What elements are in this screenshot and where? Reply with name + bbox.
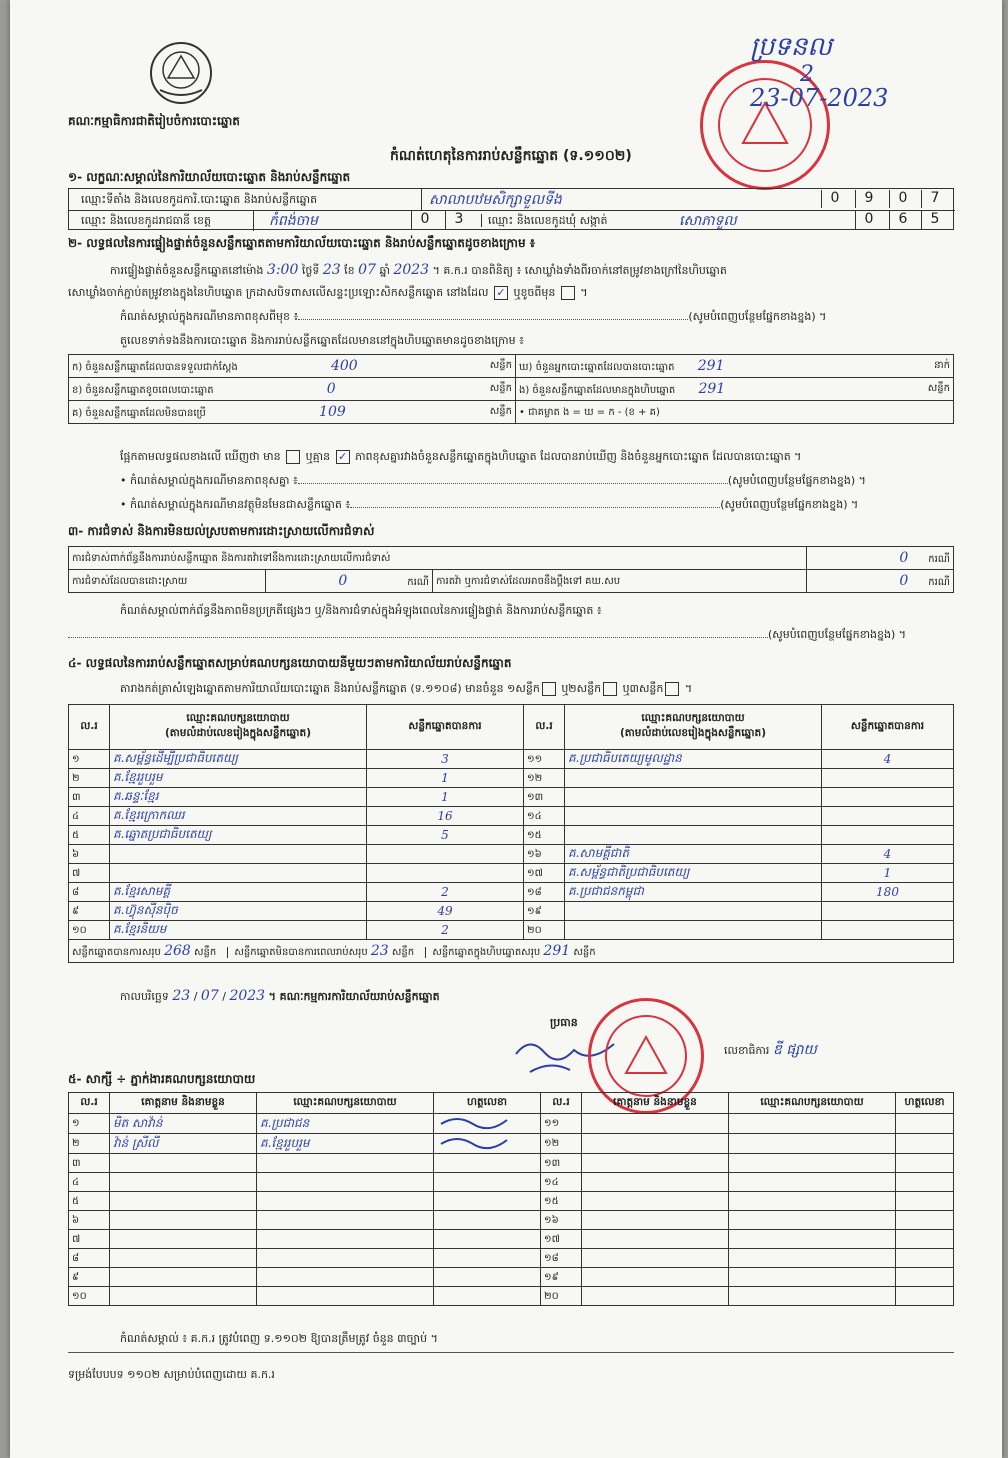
location-digit-3: 0 xyxy=(889,190,916,208)
witness-signature xyxy=(896,1230,954,1249)
section4-title: ៤- លទ្ធផលនៃការរាប់សន្លឹកឆ្នោតសម្រាប់គណបក្សនយោបាយនីមួយៗតាមការិយាល័យរាប់សន្លឹកឆ្នោត xyxy=(68,656,512,670)
intact-checkbox: ✓ xyxy=(494,286,508,300)
witness-signature xyxy=(896,1287,954,1306)
witness-signature xyxy=(896,1134,954,1154)
witness-party xyxy=(257,1192,434,1211)
location-label: ឈ្មោះទីតាំង និងលេខកូដការិ.បោះឆ្នោត និងរាប់សន្លឹកឆ្នោត xyxy=(81,193,318,206)
party-votes: 2 xyxy=(441,923,449,937)
party-row-number: ៩ xyxy=(72,905,80,917)
witness-signature xyxy=(434,1268,541,1287)
verification-time: 3:00 xyxy=(266,262,299,278)
tally-sheets-line: តារាងកត់ត្រាសំឡេងឆ្នោតតាមការិយាល័យបោះឆ្នោត និងរាប់សន្លឹកឆ្នោត (ទ.១១០៨) មានចំនួន ១សន្លឹក ឬ២សន្លឹក ឬ៣សន្លឹក ។ xyxy=(120,682,693,695)
witness-signature xyxy=(434,1249,541,1268)
witness-name xyxy=(110,1173,257,1192)
secretary-line: លេខាធិការ ឌី ផ្សាយ xyxy=(724,1042,817,1058)
party-name: គ.ឆ្នោតប្រជាធិបតេយ្យ xyxy=(113,827,212,841)
form-sheet xyxy=(10,0,1002,1458)
difference-note: កំណត់សម្គាល់ក្នុងករណីមានភាពខុសពីមុខ ៖ (សូមបំពេញបន្ថែមផ្នែកខាងខ្នង) ។ xyxy=(120,310,827,323)
total-box: 291 xyxy=(543,942,571,959)
witness-table-row xyxy=(69,1268,954,1287)
party-votes: 4 xyxy=(883,752,892,766)
witness-row-number: ១១ xyxy=(541,1114,582,1134)
witness-name xyxy=(582,1173,729,1192)
total-valid: 268 xyxy=(164,942,191,959)
party-row-number: ១៨ xyxy=(527,886,542,898)
signature-date-line: កាលបរិច្ឆេទ 23 / 07 / 2023 ។ គណៈកម្មការការិយាល័យរាប់សន្លឹកឆ្នោត xyxy=(120,988,440,1004)
party-table-row xyxy=(69,826,954,845)
witness-table-row xyxy=(69,1211,954,1230)
party-row-number: ៦ xyxy=(72,848,80,860)
party-row-number: ៨ xyxy=(72,886,80,898)
party-votes: 49 xyxy=(437,904,453,918)
witness-party xyxy=(257,1268,434,1287)
party-row-number: ១៦ xyxy=(527,848,542,860)
witness-signature xyxy=(896,1192,954,1211)
party-name: គ.ខ្មែរក្រោកឈរ xyxy=(113,808,185,822)
party-row-number: ២០ xyxy=(527,924,542,936)
witness-table: ល.រ គោត្តនាម និងនាមខ្លួន ឈ្មោះគណបក្សនយោបាយ ហត្ថលេខា ល.រ គោត្តនាម និងនាមខ្លួន ឈ្មោះគណបក្សនយោបាយ ហត្ថលេខា ១ មិត សាវ៉ាន់ គ.ប្រជាជន ១១ ២ វ៉ាន់ ស្រីលី គ.ខ្មែររួបរួម ១២ ៣ ១៣ ៤ ១៤ ៥ ១៥ ៦ ១៦ ៧ ១៧ ៨ ១៨ ៩ ១៩ ១០ ២០ xyxy=(68,1092,954,1306)
witness-row-number: ១០ xyxy=(69,1287,110,1306)
resolved-value: 0 xyxy=(338,572,348,589)
location-digit-4: 7 xyxy=(921,190,948,208)
committee-name: គណៈកម្មាធិការជាតិរៀបចំការបោះឆ្នោត xyxy=(68,114,240,128)
objection-value: 0 xyxy=(899,549,909,566)
location-digit-2: 9 xyxy=(855,190,882,208)
witness-signature xyxy=(434,1192,541,1211)
witness-name xyxy=(582,1287,729,1306)
results-intro: តួលេខទាក់ទងនឹងការបោះឆ្នោត និងការរាប់សន្លឹកឆ្នោតដែលមាននៅក្នុងហិបឆ្នោតមានដូចខាងក្រោម ៖ xyxy=(120,334,524,347)
stamp-handwritten-number: 2 xyxy=(800,62,814,87)
witness-party xyxy=(729,1154,896,1173)
section1-box xyxy=(68,188,954,230)
commune-digit-2: 6 xyxy=(889,211,916,229)
witness-row-number: ៧ xyxy=(69,1230,110,1249)
ballot-count-table xyxy=(68,354,954,424)
commune-digit-1: 0 xyxy=(855,211,882,229)
commune-label: ឈ្មោះ និងលេខកូដឃុំ សង្កាត់ xyxy=(481,214,608,227)
witness-name xyxy=(582,1211,729,1230)
party-votes: 1 xyxy=(441,790,449,804)
verification-line1: ការផ្ទៀងផ្ទាត់ចំនួនសន្លឹកឆ្នោតនៅម៉ោង 3:00 ថ្ងៃទី 23 ខែ 07 ឆ្នាំ 2023 ។ គ.ក.រ បានពិនិត្យ ៖ សោឃ្លាំងទាំងពីរចាក់នៅតម្រូវខាងក្រៅនៃហិបឆ្នោត xyxy=(110,262,727,278)
witness-row-number: ១២ xyxy=(541,1134,582,1154)
party-votes: 4 xyxy=(883,847,892,861)
witness-party: គ.ប្រជាជន xyxy=(257,1114,434,1134)
witness-party xyxy=(729,1134,896,1154)
commune-value: សោភាទួល xyxy=(679,213,737,229)
witness-signature xyxy=(896,1173,954,1192)
witness-signature xyxy=(434,1287,541,1306)
location-digit-1: 0 xyxy=(821,190,848,208)
party-row-number: ១ xyxy=(72,753,80,765)
witness-party xyxy=(257,1211,434,1230)
party-table-row xyxy=(69,788,954,807)
count-d-label: ឃ) ចំនួនអ្នកបោះឆ្នោតដែលបានបោះឆ្នោត 291 នាក់ xyxy=(516,355,954,378)
party-row-number: ១២ xyxy=(527,772,543,784)
witness-party xyxy=(257,1287,434,1306)
witness-name xyxy=(110,1154,257,1173)
irregularity-note-line: (សូមបំពេញបន្ថែមផ្នែកខាងខ្នង) ។ xyxy=(68,628,906,641)
stamp-handwritten-code: ប្រទនល xyxy=(750,32,833,62)
witness-table-row xyxy=(69,1173,954,1192)
witness-name xyxy=(582,1114,729,1134)
province-value: កំពង់ចាម xyxy=(269,213,318,229)
discrepancy-line: ផ្អែកតាមលទ្ធផលខាងលើ ឃើញថា មាន ឬគ្មាន ✓ ភាពខុសគ្នារវាងចំនួនសន្លឹកឆ្នោតក្នុងហិបឆ្នោត ដែលបានរាប់ឃើញ និងចំនួនអ្នកបោះឆ្នោត ដែលបានបោះឆ្នោត ។ xyxy=(120,450,802,463)
party-votes: 3 xyxy=(441,752,449,766)
party-row-number: ៤ xyxy=(72,810,80,822)
section3-title: ៣- ការជំទាស់ និងការមិនយល់ស្របតាមការដោះស្រាយលើការជំទាស់ xyxy=(68,524,375,538)
witness-party xyxy=(729,1268,896,1287)
witness-name xyxy=(110,1287,257,1306)
witness-row-number: ១៩ xyxy=(541,1268,582,1287)
witness-party xyxy=(257,1249,434,1268)
count-b-label: ខ) ចំនួនសន្លឹកឆ្នោតខូចពេលបោះឆ្នោត 0 សន្លឹក xyxy=(69,378,516,401)
resolved-label: ការជំទាស់ដែលបានដោះស្រាយ xyxy=(69,570,266,593)
irregularity-note: កំណត់សម្គាល់ពាក់ព័ន្ធនឹងភាពមិនប្រក្រតីផ្សេងៗ ឬ/និងការជំទាស់ក្នុងអំឡុងពេលនៃការផ្ទៀងផ្ទាត់ និងការរាប់សន្លឹកឆ្នោត ៖ xyxy=(120,604,602,617)
verification-day: 23 xyxy=(322,262,341,278)
count-c-label: គ) ចំនួនសន្លឹកឆ្នោតដែលមិនបានប្រើ 109 សន្លឹក xyxy=(69,401,516,424)
witness-party xyxy=(257,1173,434,1192)
party-votes: 180 xyxy=(876,885,899,899)
footer-form-code: ទម្រង់បែបបទ ១១០២ សម្រាប់បំពេញដោយ គ.ក.រ xyxy=(68,1368,275,1381)
party-votes: 5 xyxy=(441,828,449,842)
witness-party xyxy=(729,1114,896,1134)
section2-title: ២- លទ្ធផលនៃការផ្ទៀងផ្ទាត់ចំនួនសន្លឹកឆ្នោតតាមការិយាល័យបោះឆ្នោត និងរាប់សន្លឹកឆ្នោតដូចខាងក្រោម ៖ xyxy=(68,236,536,250)
witness-table-row xyxy=(69,1287,954,1306)
witness-signature xyxy=(896,1249,954,1268)
witness-party xyxy=(729,1192,896,1211)
party-row-number: ៧ xyxy=(72,867,81,879)
witness-table-row xyxy=(69,1154,954,1173)
party-table-row xyxy=(69,883,954,902)
witness-name xyxy=(582,1192,729,1211)
party-votes: 1 xyxy=(441,771,449,785)
party-row-number: ៣ xyxy=(72,791,81,803)
discrepancy-yes-checkbox xyxy=(286,450,300,464)
witness-party xyxy=(729,1230,896,1249)
witness-party xyxy=(257,1154,434,1173)
province-digit-1: 0 xyxy=(411,211,438,229)
objection-label: ការជំទាស់ពាក់ព័ន្ធនឹងការរាប់សន្លឹកឆ្នោត និងការតវ៉ាទៅនឹងការដោះស្រាយលើការជំទាស់ xyxy=(69,547,807,570)
party-row-number: ១៥ xyxy=(527,829,542,841)
witness-signature xyxy=(896,1268,954,1287)
witness-name: វ៉ាន់ ស្រីលី xyxy=(110,1134,257,1154)
witness-signature xyxy=(434,1134,541,1154)
witness-table-row xyxy=(69,1134,954,1154)
party-table-row xyxy=(69,807,954,826)
witness-name xyxy=(582,1268,729,1287)
witness-name xyxy=(110,1211,257,1230)
witness-name: មិត សាវ៉ាន់ xyxy=(110,1114,257,1134)
witness-name xyxy=(582,1230,729,1249)
witness-signature xyxy=(896,1211,954,1230)
party-votes: 16 xyxy=(437,809,453,823)
party-row-number: ១៧ xyxy=(527,867,543,879)
commune-digit-3: 5 xyxy=(921,211,948,229)
party-table-row xyxy=(69,921,954,940)
witness-table-row xyxy=(69,1230,954,1249)
witness-name xyxy=(582,1134,729,1154)
party-name: គ.ខ្មែរសាមគ្គី xyxy=(113,884,171,898)
party-name: គ.ឆន្ទៈខ្មែរ xyxy=(113,789,159,803)
witness-row-number: ១ xyxy=(69,1114,110,1134)
bullet-non-ballot: • កំណត់សម្គាល់ក្នុងករណីមានវត្ថុមិនមែនជាសន្លឹកឆ្នោត ៖ (សូមបំពេញបន្ថែមផ្នែកខាងខ្នង) ។ xyxy=(120,498,859,511)
witness-signature xyxy=(434,1154,541,1173)
witness-row-number: ១៤ xyxy=(541,1173,582,1192)
objection-table: ការជំទាស់ពាក់ព័ន្ធនឹងការរាប់សន្លឹកឆ្នោត និងការតវ៉ាទៅនឹងការដោះស្រាយលើការជំទាស់ 0 ករណី ការជំទាស់ដែលបានដោះស្រាយ 0 ករណី ការតវ៉ា ឬការជំទាស់ដែលអាចនឹងប្តឹងទៅ គឃ.សប 0 ករណី xyxy=(68,546,954,593)
secretary-name: ឌី ផ្សាយ xyxy=(772,1042,817,1058)
witness-party xyxy=(729,1173,896,1192)
party-votes: 2 xyxy=(441,885,449,899)
party-row-number: ១១ xyxy=(527,753,543,765)
witness-signature xyxy=(434,1211,541,1230)
witness-signature xyxy=(896,1114,954,1134)
witness-name xyxy=(110,1249,257,1268)
party-row-number: ៥ xyxy=(72,829,80,841)
verification-year: 2023 xyxy=(393,262,430,278)
appeal-label: ការតវ៉ា ឬការជំទាស់ដែលអាចនឹងប្តឹងទៅ គឃ.សប xyxy=(433,570,807,593)
province-digit-2: 3 xyxy=(445,211,472,229)
witness-signature xyxy=(896,1154,954,1173)
party-name: គ.ខ្មែររួបរួម xyxy=(113,770,163,784)
party-name: គ.ប្រជាជនកម្ពុជា xyxy=(568,884,644,898)
stamp-handwritten-date: 23-07-2023 xyxy=(750,84,889,112)
witness-name xyxy=(110,1268,257,1287)
party-table-row xyxy=(69,750,954,769)
witness-table-row xyxy=(69,1249,954,1268)
verification-month: 07 xyxy=(358,262,376,278)
bullet-difference: • កំណត់សម្គាល់ក្នុងករណីមានភាពខុសគ្នា ៖ (សូមបំពេញបន្ថែមផ្នែកខាងខ្នង) ។ xyxy=(120,474,866,487)
witness-row-number: ៩ xyxy=(69,1268,110,1287)
total-invalid: 23 xyxy=(370,942,389,959)
witness-party xyxy=(257,1230,434,1249)
party-row-number: ១៤ xyxy=(527,810,542,822)
witness-table-row xyxy=(69,1114,954,1134)
party-name: គ.ប្រជាធិបតេយ្យមូលដ្ឋាន xyxy=(568,751,682,765)
witness-party: គ.ខ្មែររួបរួម xyxy=(257,1134,434,1154)
witness-party xyxy=(729,1287,896,1306)
party-name: គ.សាមគ្គីជាតិ xyxy=(568,846,629,860)
party-row-number: ២ xyxy=(72,772,80,784)
party-name: គ.ខ្មែរនិយម xyxy=(113,922,167,936)
count-formula: • ជាគម្លាត ង = ឃ = ក - (ខ + គ) xyxy=(516,401,954,424)
party-name: គ.សម្ព័ន្ធជាតិប្រជាធិបតេយ្យ xyxy=(568,865,690,879)
witness-row-number: ១៨ xyxy=(541,1249,582,1268)
witness-row-number: ៦ xyxy=(69,1211,110,1230)
damaged-checkbox xyxy=(561,286,575,300)
witness-name xyxy=(110,1192,257,1211)
emblem-logo xyxy=(148,40,214,106)
witness-row-number: ២ xyxy=(69,1134,110,1154)
witness-row-number: ១៦ xyxy=(541,1211,582,1230)
location-value: សាលាបឋមសិក្សាទួលទីង xyxy=(429,192,562,208)
form-title: កំណត់ហេតុនៃការរាប់សន្លឹកឆ្នោត (ទ.១១០២) xyxy=(390,148,632,164)
party-table-row xyxy=(69,864,954,883)
party-row-number: ១៣ xyxy=(527,791,544,803)
witness-signature xyxy=(434,1230,541,1249)
party-row-number: ១៩ xyxy=(527,905,542,917)
discrepancy-no-checkbox: ✓ xyxy=(336,450,350,464)
party-votes: 1 xyxy=(883,866,892,880)
count-a-label: ក) ចំនួនសន្លឹកឆ្នោតដែលបានទទួលជាក់ស្តែង 400 សន្លឹក xyxy=(69,355,516,378)
appeal-value: 0 xyxy=(899,572,909,589)
section1-title: ១- លក្ខណៈសម្គាល់នៃការិយាល័យបោះឆ្នោត និងរាប់សន្លឹកឆ្នោត xyxy=(68,170,351,184)
witness-row-number: ៥ xyxy=(69,1192,110,1211)
party-name: គ.ហ៊្វុនស៊ីនប៉ិច xyxy=(113,903,178,917)
footer-note: កំណត់សម្គាល់ ៖ គ.ក.រ ត្រូវបំពេញ ទ.១១០២ ឱ្យបានត្រឹមត្រូវ ចំនួន ៣ច្បាប់ ។ xyxy=(120,1332,438,1345)
witness-row-number: ៣ xyxy=(69,1154,110,1173)
witness-row-number: ៨ xyxy=(69,1249,110,1268)
witness-party xyxy=(729,1211,896,1230)
witness-party xyxy=(729,1249,896,1268)
witness-name xyxy=(582,1249,729,1268)
witness-signature xyxy=(434,1114,541,1134)
totals-row: សន្លឹកឆ្នោតបានការសរុប 268 សន្លឹក សន្លឹកឆ្នោតមិនបានការពេលរាប់សរុប 23 សន្លឹក សន្លឹកឆ្នោតក្នុងហិបឆ្នោតសរុប 291 សន្លឹក xyxy=(69,940,954,963)
president-label: ប្រធាន xyxy=(550,1016,578,1029)
count-e-label: ង) ចំនួនសន្លឹកឆ្នោតដែលមានក្នុងហិបឆ្នោត 291 សន្លឹក xyxy=(516,378,954,401)
party-row-number: ១០ xyxy=(72,924,87,936)
witness-row-number: ២០ xyxy=(541,1287,582,1306)
witness-row-number: ១៧ xyxy=(541,1230,582,1249)
witness-name xyxy=(582,1154,729,1173)
verification-line2: សោឃ្លាំងចាក់ភ្ជាប់តម្រូវខាងក្នុងនៃហិបឆ្នោត ក្រដាសបិទពាសលើសន្ទះប្រឡោះសិកសន្លឹកឆ្នោត នៅងដែល ✓ ឬខូចពីមុន ។ xyxy=(68,286,588,299)
witness-signature xyxy=(434,1173,541,1192)
witness-row-number: ១៥ xyxy=(541,1192,582,1211)
party-table-row xyxy=(69,769,954,788)
witness-name xyxy=(110,1230,257,1249)
witness-row-number: ១៣ xyxy=(541,1154,582,1173)
party-results-table: ល.រ ឈ្មោះគណបក្សនយោបាយ (តាមលំដាប់លេខរៀងក្នុងសន្លឹកឆ្នោត) សន្លឹកឆ្នោតបានការ ល.រ ឈ្មោះគណបក្សនយោបាយ (តាមលំដាប់លេខរៀងក្នុងសន្លឹកឆ្នោត) សន្លឹកឆ្នោតបានការ ១ គ.សម្ព័ន្ធដើម្បីប្រជាធិបតេយ្យ 3 ១១ គ.ប្រជាធិបតេយ្យមូលដ្ឋាន 4 ២ គ.ខ្មែររួបរួម 1 ១២ ៣ គ.ឆន្ទៈខ្មែរ 1 ១៣ ៤ គ.ខ្មែរក្រោកឈរ 16 ១៤ ៥ គ.ឆ្នោតប្រជាធិបតេយ្យ 5 ១៥ ៦ ១៦ គ.សាមគ្គីជាតិ 4 ៧ ១៧ គ.សម្ព័ន្ធជាតិប្រជាធិបតេយ្យ 1 ៨ គ.ខ្មែរសាមគ្គី 2 ១៨ គ.ប្រជាជនកម្ពុជា 180 ៩ គ.ហ៊្វុនស៊ីនប៉ិច 49 ១៩ ១០ គ.ខ្មែរនិយម 2 ២០ សន្លឹកឆ្នោតបានការសរុប 268 សន្លឹក សន្លឹកឆ្នោតមិនបានការពេលរាប់សរុប 23 សន្លឹក សន្លឹកឆ្នោតក្នុងហិបឆ្នោតសរុប 291 សន្លឹក xyxy=(68,704,954,963)
party-name: គ.សម្ព័ន្ធដើម្បីប្រជាធិបតេយ្យ xyxy=(113,751,238,765)
province-label: ឈ្មោះ និងលេខកូដរាជធានី ខេត្ត xyxy=(81,214,211,227)
party-table-row xyxy=(69,902,954,921)
witness-row-number: ៤ xyxy=(69,1173,110,1192)
witness-table-row xyxy=(69,1192,954,1211)
section5-title: ៥- សាក្សី ÷ ភ្នាក់ងារគណបក្សនយោបាយ xyxy=(68,1072,256,1086)
party-table-row xyxy=(69,845,954,864)
